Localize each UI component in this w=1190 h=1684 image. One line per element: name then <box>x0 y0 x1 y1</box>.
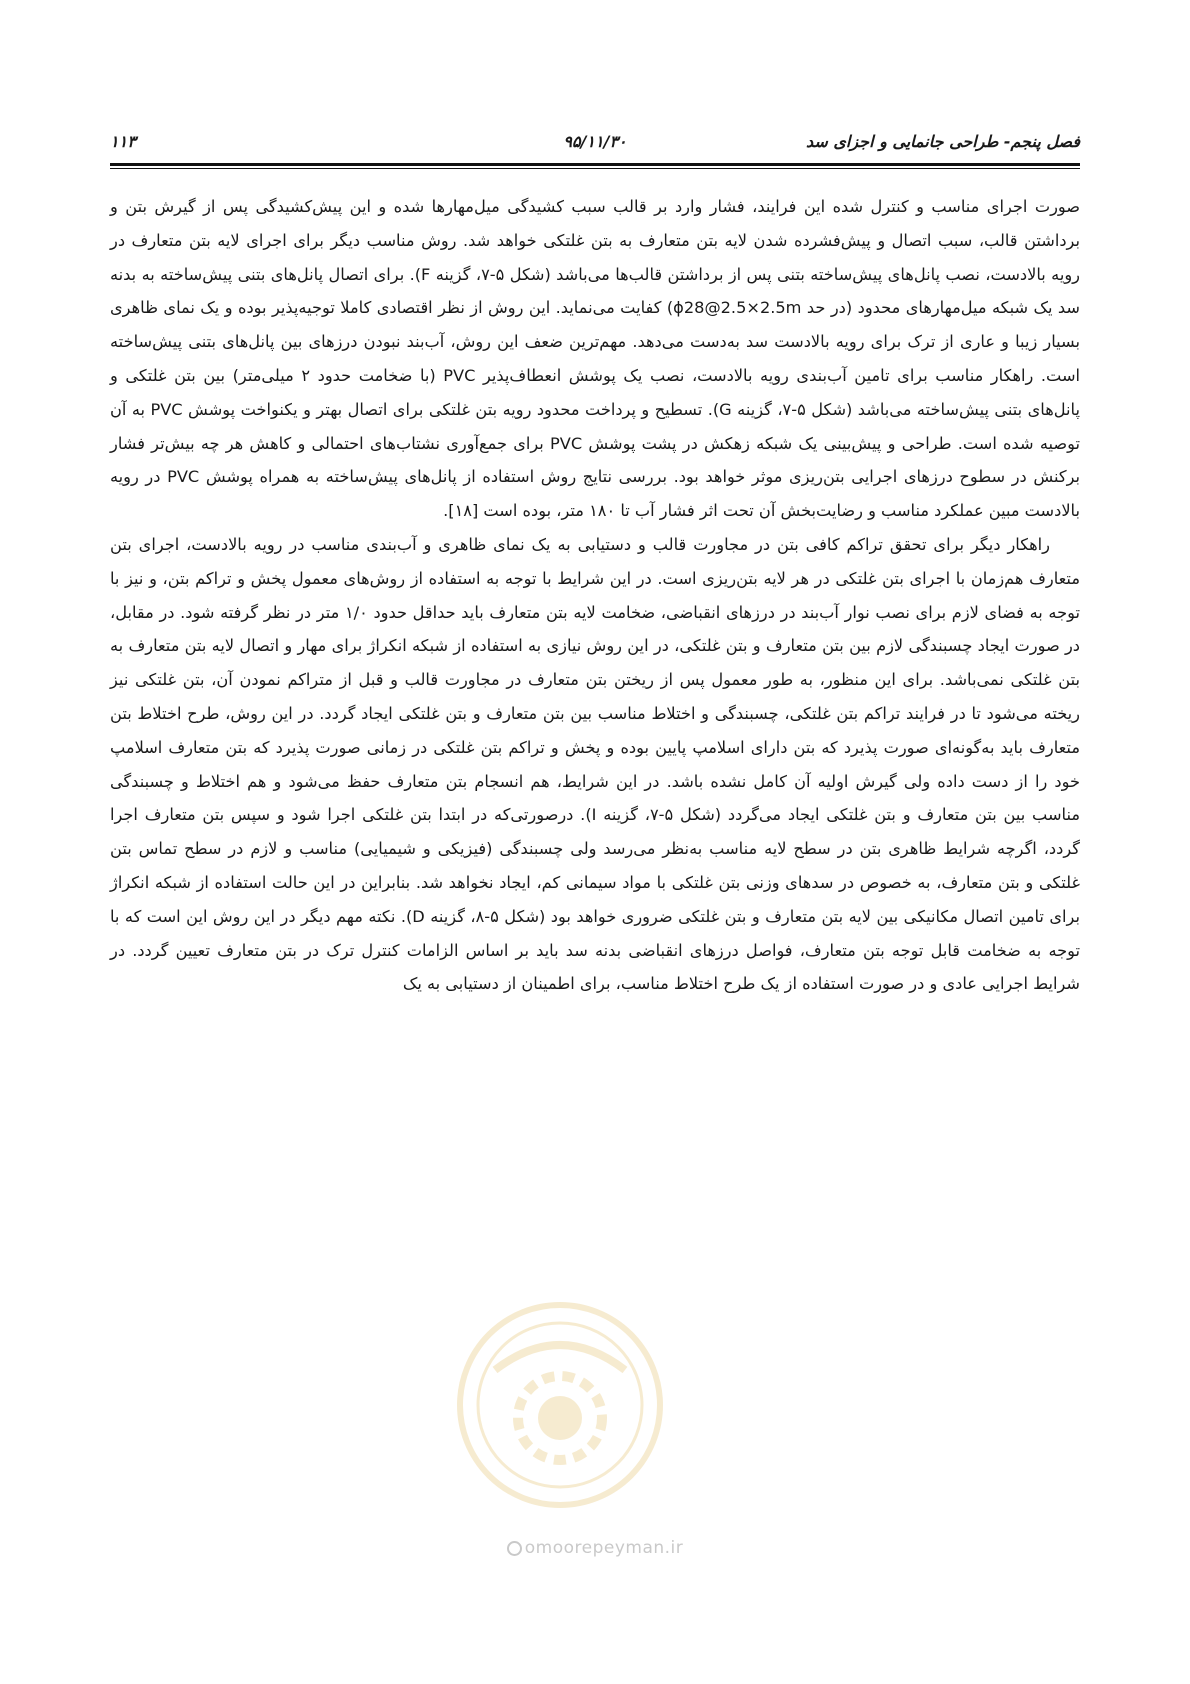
header-date: ۹۵/۱۱/۳۰ <box>563 132 627 151</box>
paragraph-2: راهکار دیگر برای تحقق تراکم کافی بتن در مجاورت قالب و دستیابی به یک نمای ظاهری و آب‌بندی مناسب در رویه بالادست، اجرای بتن متعارف هم‌زمان با اجرای بتن غلتکی در هر لایه بتن‌ریزی است. در این شرایط با توجه به استفاده از روش‌های معمول پخش و تراکم بتن، و نیز با توجه به فضای لازم برای نصب نوار آب‌بند در درزهای انقباضی، ضخامت لایه بتن متعارف باید حداقل حدود ۱/۰ متر در نظر گرفته شود. در مقابل، در صورت ایجاد چسبندگی لازم بین بتن متعارف و بتن غلتکی، در این روش نیازی به استفاده از شبکه انکراژ برای مهار و اتصال لایه بتن متعارف به بتن غلتکی نمی‌باشد. برای این منظور، به طور معمول پس از ریختن بتن متعارف در مجاورت قالب و قبل از متراکم نمودن آن، بتن غلتکی نیز ریخته می‌شود تا در فرایند تراکم بتن غلتکی، چسبندگی و اختلاط مناسب بین بتن متعارف و بتن غلتکی ایجاد گردد. در این روش، طرح اختلاط بتن متعارف باید به‌گونه‌ای صورت پذیرد که بتن دارای اسلامپ پایین بوده و پخش و تراکم بتن غلتکی در زمانی صورت پذیرد که بتن متعارف اسلامپ خود را از دست داده ولی گیرش اولیه آن کامل نشده باشد. در این شرایط، هم انسجام بتن متعارف حفظ می‌شود و هم اختلاط و چسبندگی مناسب بین بتن متعارف و بتن غلتکی ایجاد می‌گردد (شکل ۵-۷، گزینه I). درصورتی‌که در ابتدا بتن غلتکی اجرا شود و سپس بتن متعارف اجرا گردد، اگرچه شرایط ظاهری بتن در سطح لایه مناسب به‌نظر می‌رسد ولی چسبندگی (فیزیکی و شیمیایی) مناسب و لازم در سطح تماس بتن غلتکی و بتن متعارف، به خصوص در سدهای وزنی بتن غلتکی با مواد سیمانی کم، ایجاد نخواهد شد. بنابراین در این حالت استفاده از شبکه انکراژ برای تامین اتصال مکانیکی بین لایه بتن متعارف و بتن غلتکی ضروری خواهد بود (شکل ۵-۸، گزینه D). نکته مهم دیگر در این روش این است که با توجه به ضخامت قابل توجه بتن متعارف، فواصل درزهای انقباضی بدنه سد باید بر اساس الزامات کنترل ترک در بتن متعارف تعیین گردد. در شرایط اجرایی عادی و در صورت استفاده از یک طرح اختلاط مناسب، برای اطمینان از دستیابی به یک <box>110 534 1080 994</box>
chapter-title: فصل پنجم- طراحی جانمایی و اجزای سد <box>806 132 1080 151</box>
body-text <box>110 190 1080 1001</box>
header-rule-thin <box>110 168 1080 169</box>
paragraph-1: صورت اجرای مناسب و کنترل شده این فرایند، فشار وارد بر قالب سبب کشیدگی میل‌مهارها شده و این پیش‌کشیدگی پس از گیرش بتن و برداشتن قالب، سبب اتصال و پیش‌فشرده شدن لایه بتن متعارف به بتن غلتکی خواهد شد. روش مناسب دیگر برای اجرای لایه بتن متعارف در رویه بالادست، نصب پانل‌های پیش‌ساخته بتنی پس از برداشتن قالب‌ها می‌باشد (شکل ۵-۷، گزینه F). برای اتصال پانل‌های بتنی پیش‌ساخته به بدنه سد یک شبکه میل‌مهارهای محدود (در حد ϕ28@2.5×2.5m) کفایت می‌نماید. این روش از نظر اقتصادی کاملا توجیه‌پذیر بوده و یک نمای ظاهری بسیار زیبا و عاری از ترک برای رویه بالادست سد به‌دست می‌دهد. مهم‌ترین ضعف این روش، آب‌بند نبودن درزهای بین پانل‌های بتنی پیش‌ساخته است. راهکار مناسب برای تامین آب‌بندی رویه بالادست، نصب یک پوشش انعطاف‌پذیر PVC (با ضخامت حدود ۲ میلی‌متر) بین بتن غلتکی و پانل‌های بتنی پیش‌ساخته می‌باشد (شکل ۵-۷، گزینه G). تسطیح و پرداخت محدود رویه بتن غلتکی برای اتصال بهتر و یکنواخت پوشش PVC به آن توصیه شده است. طراحی و پیش‌بینی یک شبکه زهکش در پشت پوشش PVC برای جمع‌آوری نشتاب‌های احتمالی و کاهش هر چه بیش‌تر فشار برکنش در سطوح درزهای اجرایی بتن‌ریزی موثر خواهد بود. بررسی نتایج روش استفاده از پانل‌های پیش‌ساخته به همراه پوشش PVC در رویه بالادست مبین عملکرد مناسب و رضایت‌بخش آن تحت اثر فشار آب تا ۱۸۰ متر، بوده است [۱۸]. <box>110 197 1081 521</box>
watermark-url <box>0 1538 1190 1558</box>
page-header <box>110 128 1080 158</box>
site-text: omoorepeyman.ir <box>524 1538 684 1558</box>
page-number: ۱۱۳ <box>110 132 136 151</box>
watermark-seal <box>455 1300 665 1510</box>
header-rule-thick <box>110 163 1080 166</box>
at-sign-icon <box>507 1541 522 1556</box>
